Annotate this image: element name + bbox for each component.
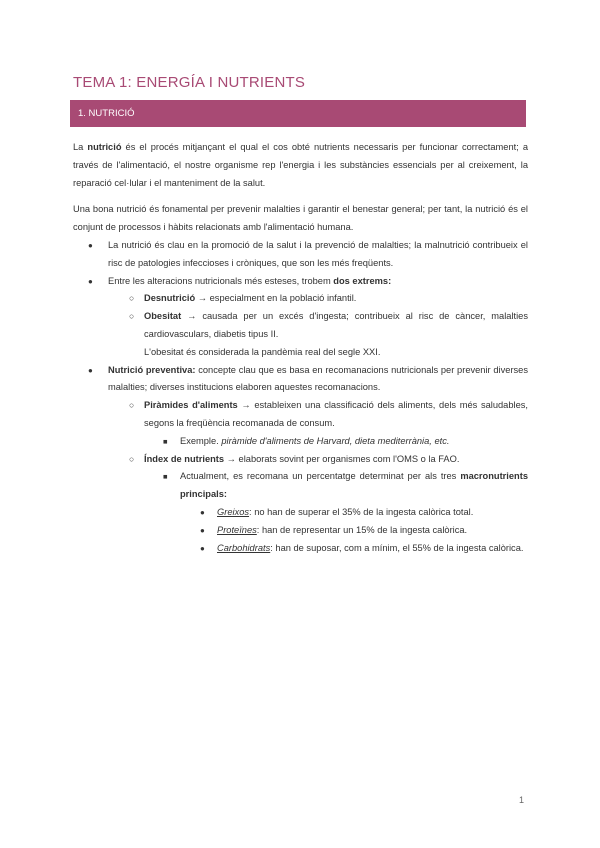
preventive-text: concepte clau que es basa en recomanacions nutricionals per prevenir diverses malalties; diverses institucions elaboren aquestes recomanacions.	[108, 364, 529, 393]
bullet-greixos	[180, 504, 528, 522]
bullet-carbohidrats	[180, 540, 528, 558]
macronutrients-keyword: macronutrients principals:	[180, 471, 528, 500]
alterations-text: Entre les alteracions nutricionals més esteses, trobem	[108, 275, 334, 286]
pyramids-text: → estableixen una classificació dels aliments, dels més saludables, segons la freqüència recomanada de consum.	[144, 400, 528, 428]
preventive-label: Nutrició preventiva:	[108, 364, 196, 375]
preventive-sublist	[108, 397, 528, 557]
page-title: TEMA 1: ENERGÍA I NUTRIENTS	[73, 74, 306, 91]
greixos-label: Greixos	[217, 506, 250, 517]
proteines-text: : han de representar un 15% de la ingesta calòrica.	[256, 524, 468, 535]
alterations-keyword: dos extrems:	[333, 275, 392, 286]
bullet-preventive-nutrition	[73, 362, 528, 558]
bullet-obesitat	[108, 308, 528, 361]
nutrient-index-text: → elaborats sovint per organismes com l'OMS o la FAO.	[224, 453, 460, 464]
intro-paragraph	[73, 139, 528, 192]
intro-text-rest: és el procés mitjançant el qual el cos obté nutrients necessaris per funcionar correctament; a través de l'alimentació, el nostre organisme rep l'energia i les substàncies essencials per al creixement, la reparació cel·lular i el manteniment de la salut.	[73, 142, 528, 188]
bullet-macronutrients	[144, 468, 528, 557]
desnutricio-label: Desnutrició	[144, 293, 196, 304]
intro-text-start: La	[73, 142, 88, 152]
bullet-food-pyramids	[108, 397, 528, 450]
bullet-nutrient-index	[108, 451, 528, 558]
bullet-proteines	[180, 522, 528, 540]
macronutrients-list	[180, 504, 528, 557]
desnutricio-text: → especialment en la població infantil.	[195, 293, 357, 304]
carbohidrats-text: : han de suposar, com a mínim, el 55% de la ingesta calòrica.	[270, 542, 524, 553]
pyramids-sublist	[144, 433, 528, 451]
bullet-nutritional-alterations	[73, 273, 528, 362]
extremes-list	[108, 290, 528, 361]
carbohidrats-label: Carbohidrats	[217, 542, 271, 553]
obesitat-note: L'obesitat és considerada la pandèmia real del segle XXI.	[144, 346, 381, 357]
bullet-health-promotion: ● La nutrició és clau en la promoció de la salut i la prevenció de malalties; la malnutrició contribueix el risc de patologies infeccioses i cròniques, que son les més freqüents.	[73, 237, 528, 273]
intro-keyword: nutrició	[87, 142, 122, 152]
document-body	[73, 139, 528, 557]
section-header: 1. NUTRICIÓ	[70, 100, 526, 127]
greixos-text: : no han de superar el 35% de la ingesta calòrica total.	[249, 506, 474, 517]
nutrient-index-sublist	[144, 468, 528, 557]
proteines-label: Proteïnes	[217, 524, 257, 535]
bullet-example	[144, 433, 528, 451]
example-prefix: Exemple.	[180, 435, 222, 446]
second-paragraph: Una bona nutrició és fonamental per prevenir malalties i garantir el benestar general; per tant, la nutrició és el conjunt de processos i hàbits relacionats amb l'alimentació humana.	[73, 204, 528, 233]
obesitat-label: Obesitat	[144, 311, 182, 322]
obesitat-text: → causada per un excés d'ingesta; contribueix al risc de càncer, malalties cardiovasculars, diabetis tipus II.	[144, 311, 528, 339]
macronutrients-text: Actualment, es recomana un percentatge determinat per als tres	[180, 471, 461, 482]
page-number: 1	[519, 795, 525, 805]
main-bullet-list	[73, 237, 528, 557]
pyramids-label: Piràmides d'aliments	[144, 400, 238, 411]
bullet-desnutricio	[108, 290, 528, 308]
nutrient-index-label: Índex de nutrients	[144, 453, 225, 464]
example-text: piràmide d'aliments de Harvard, dieta mediterrània, etc.	[221, 435, 450, 446]
